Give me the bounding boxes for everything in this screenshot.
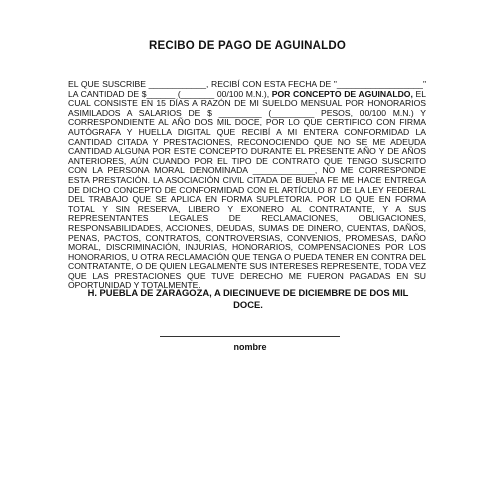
place-and-date: H. PUEBLA DE ZARAGOZA, A DIECINUEVE DE DICIEMBRE DE DOS MIL DOCE. (87, 287, 409, 310)
receipt-body (68, 80, 426, 291)
document-title: RECIBO DE PAGO DE AGUINALDO (148, 40, 347, 52)
body-text-bold: POR CONCEPTO DE AGUINALDO, (271, 88, 413, 99)
body-text-part2: EL CUAL CONSISTE EN 15 DÍAS A RAZÓN DE MI SUELDO MENSUAL POR HONORARIOS ASIMILADOS A SALARIOS DE $ _________ (_________ PESOS, 00/100 M.N.) Y CORRESPONDIENTE AL AÑO DOS MIL DOCE, POR LO QUE CERTIFICO CON FIRMA AUTÓGRAFA Y HUELLA DIGITAL QUE RECIBÍ A MI ENTERA CONFORMIDAD LA CANTIDAD CITADA Y PRESTACIONES, RECONOCIENDO QUE NO SE ME ADEUDA CANTIDAD ALGUNA POR ESTE CONCEPTO DURANTE EL PRESENTE AÑO Y DE AÑOS ANTERIORES, AÚN CUANDO POR EL TIPO DE CONTRATO QUE TENGO SUSCRITO CON LA PERSONA MORAL DENOMINADA _____________, NO ME CORRESPONDE ESTA PRESTACIÓN. LA ASOCIACIÓN CIVIL CITADA DE BUENA FE ME HACE ENTREGA DE DICHO CONCEPTO DE CONFORMIDAD CON EL ARTÍCULO 87 DE LA LEY FEDERAL DEL TRABAJO QUE SE APLICA EN FORMA SUPLETORIA. POR LO QUE EN FORMA TOTAL Y SIN RESERVA, LIBERO Y EXONERO AL CONTRATANTE, Y A SUS REPRESENTANTES LEGALES DE RECLAMACIONES, OBLIGACIONES, RESPONSABILIDADES, ACCIONES, DEUDAS, SUMAS DE DINERO, CUENTAS, DAÑOS, PENAS, PACTOS, CONTRATOS, CONTROVERSIAS, CONVENIOS, PROMESAS, DAÑO MORAL, DISCRIMINACIÓN, INJURIAS, HONORARIOS, COMPENSACIONES POR LOS HONORARIOS, U OTRA RECLAMACIÓN QUE TENGA O PUEDA TENER EN CONTRA DEL CONTRATANTE, O DE QUIEN LEGALMENTE SUS INTERESES REPRESENTE, TODA VEZ QUE LAS PRESTACIONES QUE TUVE DERECHO ME FUERON PAGADAS EN SU OPORTUNIDAD Y TOTALMENTE. (68, 88, 427, 291)
body-text-part1: EL QUE SUSCRIBE ____________, RECIBÍ CON ESTA FECHA DE "__________________" LA CANTIDAD DE $______ (_______ 00/100 M.N.), (68, 79, 426, 99)
signature-line (160, 336, 340, 337)
signature-label: nombre (233, 342, 267, 352)
